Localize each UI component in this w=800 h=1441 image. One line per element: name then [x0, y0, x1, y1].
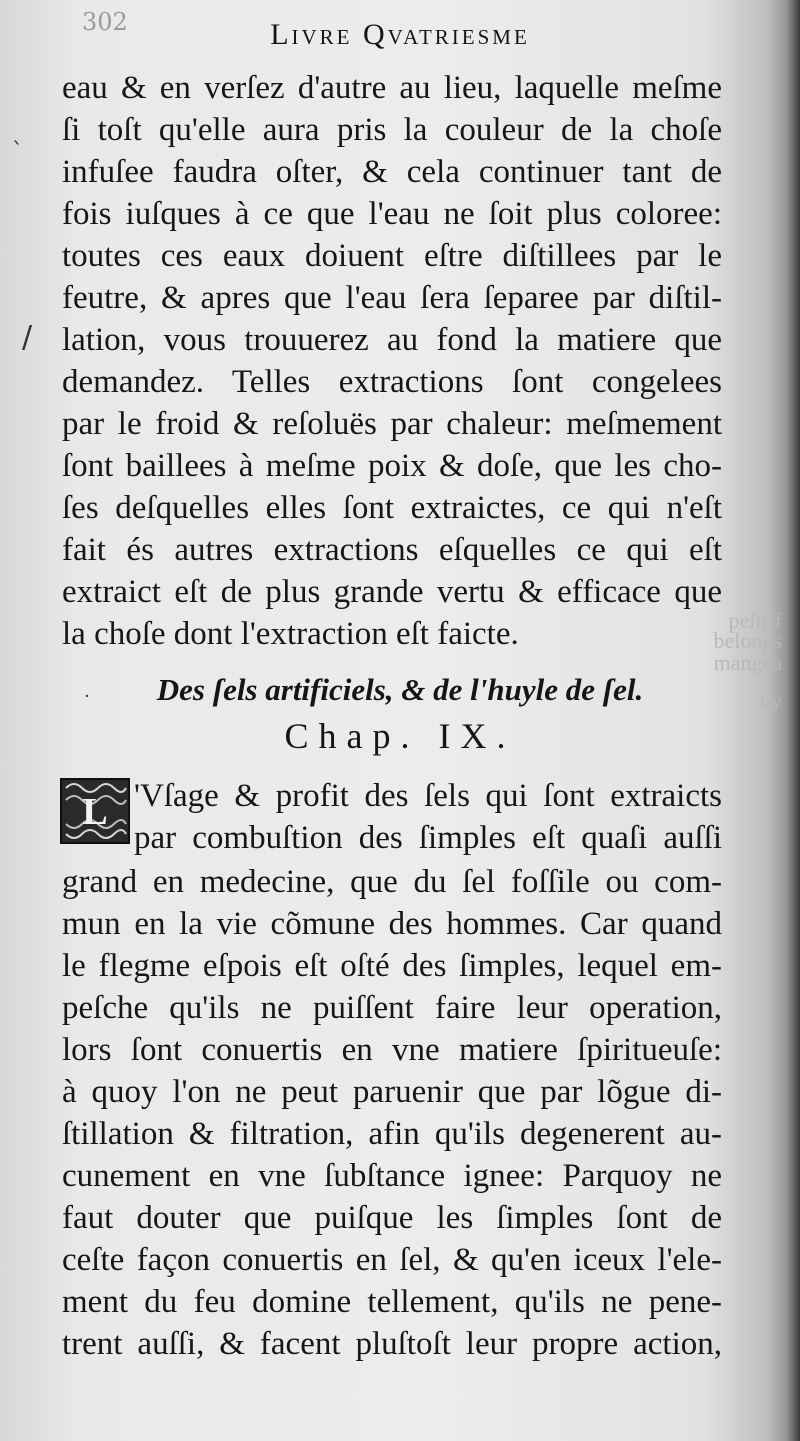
text-line: cunement en vne ſubſtance ignee: Parquoy ne [62, 1158, 722, 1194]
text-line: extraict eſt de plus grande vertu & efficace que [62, 574, 722, 610]
text-line: demandez. Telles extractions ſont congelees [62, 364, 722, 400]
text-line: lors ſont conuertis en vne matiere ſpiritueuſe: [62, 1032, 722, 1068]
show-through-text: mangea [713, 650, 782, 675]
text-line: ſi toſt qu'elle aura pris la couleur de la choſe [62, 112, 722, 148]
text-line: feutre, & apres que l'eau ſera ſeparee par diſtil- [62, 280, 722, 316]
text-line: ſtillation & filtration, afin qu'ils degenerent au- [62, 1116, 722, 1152]
text-line: fois iuſques à ce que l'eau ne ſoit plus coloree: [62, 196, 722, 232]
text-line: par combuſtion des ſimples eſt quaſi auſſi [134, 820, 722, 856]
text-line: grand en medecine, que du ſel foſſile ou com- [62, 864, 722, 900]
text-line: ceſte façon conuertis en ſel, & qu'en iceux l'ele- [62, 1242, 722, 1278]
ornamental-initial-svg [60, 778, 130, 844]
show-through-text: uy [760, 688, 782, 713]
chapter-heading: Chap. IX. [284, 716, 516, 756]
show-through-text: belongs [713, 628, 782, 653]
text-line: trent auſſi, & facent pluſtoſt leur propre action, [62, 1326, 722, 1362]
margin-speck-icon: ˎ [12, 120, 23, 145]
text-line: fait és autres extractions eſquelles ce qui eſt [62, 532, 722, 568]
ornamental-initial-icon [60, 778, 130, 844]
text-line: le flegme eſpois eſt oſté des ſimples, lequel em- [62, 948, 722, 984]
text-line: la choſe dont l'extraction eſt faicte. [62, 616, 519, 652]
text-line: 'Vſage & profit des ſels qui ſont extraicts [134, 778, 722, 814]
folio-number: 302 [82, 8, 128, 36]
running-head: Livre Qvatriesme [270, 18, 530, 51]
margin-speck-icon: · [84, 686, 90, 707]
text-line: par le froid & reſoluës par chaleur: meſmement [62, 406, 722, 442]
text-line: ſes deſquelles elles ſont extraictes, ce qui n'eſt [62, 490, 722, 526]
text-line: lation, vous trouuerez au fond la matiere que [62, 322, 722, 358]
section-title: Des ſels artificiels, & de l'huyle de ſel. [156, 672, 644, 707]
text-line: ſont baillees à meſme poix & doſe, que les cho- [62, 448, 722, 484]
show-through-text: peſtiff [728, 608, 782, 633]
text-line: faut douter que puiſque les ſimples ſont de [62, 1200, 722, 1236]
text-line: infuſee faudra oſter, & cela continuer tant de [62, 154, 722, 190]
text-line: peſche qu'ils ne puiſſent faire leur operation, [62, 990, 722, 1026]
text-line: à quoy l'on ne peut paruenir que par lõgue di- [62, 1074, 722, 1110]
text-line: mun en la vie cõmune des hommes. Car quand [62, 906, 722, 942]
text-line: eau & en verſez d'autre au lieu, laquelle meſme [62, 70, 722, 106]
text-line: ment du feu domine tellement, qu'ils ne pene- [62, 1284, 722, 1320]
text-line: toutes ces eaux doiuent eſtre diſtillees par le [62, 238, 722, 274]
drop-cap-letter: L [82, 791, 108, 833]
margin-speck-icon: / [22, 320, 33, 355]
